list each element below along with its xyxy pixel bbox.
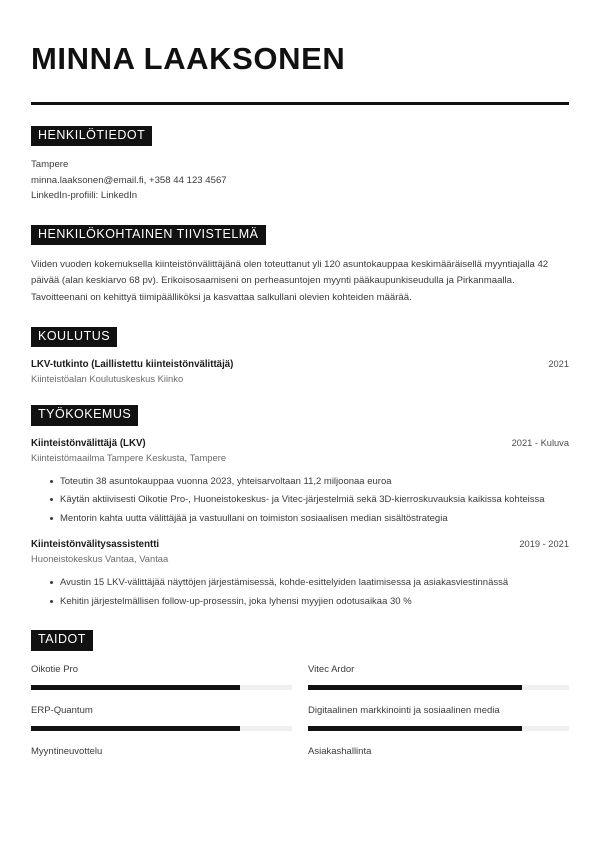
skill-label: Vitec Ardor xyxy=(308,663,355,675)
contact-details xyxy=(31,157,569,204)
experience-job-title: Kiinteistönvälitysassistentti xyxy=(31,538,160,550)
list-item: Toteutin 38 asuntokauppaa vuonna 2023, yhteisarvoltaan 11,2 miljoonaa euroa xyxy=(50,474,569,490)
section-heading-skills: TAIDOT xyxy=(31,630,93,650)
skill-progress-track xyxy=(31,726,292,731)
section-contact xyxy=(31,126,569,204)
list-item: Avustin 15 LKV-välittäjää näyttöjen järjestämisessä, kohde-esittelyiden laatimisessa ja asiakasviestinnässä xyxy=(50,575,569,591)
header-divider xyxy=(31,102,569,105)
skill-label: Digitaalinen markkinointi ja sosiaalinen media xyxy=(308,704,500,716)
experience-job-title: Kiinteistönvälittäjä (LKV) xyxy=(31,437,146,449)
education-date: 2021 xyxy=(548,359,569,370)
skill-item xyxy=(31,664,292,690)
experience-employer: Huoneistokeskus Vantaa, Vantaa xyxy=(31,552,169,564)
skill-label: Oikotie Pro xyxy=(31,663,78,675)
skill-progress-fill xyxy=(31,685,240,690)
list-item: Kehitin järjestelmällisen follow-up-prosessin, joka lyhensi myyjien odotusaikaa 30 % xyxy=(50,594,569,610)
skill-item xyxy=(31,746,292,758)
experience-entry xyxy=(31,539,569,610)
list-item: Käytän aktiivisesti Oikotie Pro-, Huoneistokeskus- ja Vitec-järjestelmiä sekä 3D-kierroskuvauksia kaikissa kohteissa xyxy=(50,492,569,508)
contact-line-location: Tampere xyxy=(31,159,69,171)
skill-progress-track xyxy=(31,685,292,690)
education-entry xyxy=(31,359,569,384)
section-heading-education: KOULUTUS xyxy=(31,327,117,347)
section-education xyxy=(31,327,569,384)
education-entry-header xyxy=(31,359,569,370)
skill-item xyxy=(308,705,569,731)
contact-line-linkedin[interactable]: LinkedIn-profiili: LinkedIn xyxy=(31,190,138,202)
section-badge-wrap-education xyxy=(31,327,569,347)
skill-item xyxy=(31,705,292,731)
section-heading-summary: HENKILÖKOHTAINEN TIIVISTELMÄ xyxy=(31,225,266,245)
skill-label: Myyntineuvottelu xyxy=(31,746,103,758)
section-experience xyxy=(31,405,569,609)
section-heading-contact: HENKILÖTIEDOT xyxy=(31,126,152,146)
experience-date: 2019 - 2021 xyxy=(519,538,569,549)
education-degree: LKV-tutkinto (Laillistettu kiinteistönvälittäjä) xyxy=(31,359,234,371)
section-badge-wrap-experience xyxy=(31,405,569,425)
skill-label: ERP-Quantum xyxy=(31,704,93,716)
experience-date: 2021 - Kuluva xyxy=(511,437,569,448)
section-heading-experience: TYÖKOKEMUS xyxy=(31,405,138,425)
contact-line-email-phone: minna.laaksonen@email.fi, +358 44 123 4567 xyxy=(31,174,227,186)
section-badge-wrap-contact xyxy=(31,126,569,146)
skill-progress-track xyxy=(308,726,569,731)
skill-label: Asiakashallinta xyxy=(308,746,372,758)
section-summary xyxy=(31,225,569,307)
experience-entry xyxy=(31,438,569,527)
experience-entry-header xyxy=(31,539,569,550)
experience-bullet-list xyxy=(31,575,569,610)
education-institution: Kiinteistöalan Koulutuskeskus Kiinko xyxy=(31,373,184,385)
experience-employer: Kiinteistömaailma Tampere Keskusta, Tampere xyxy=(31,451,227,463)
skill-progress-fill xyxy=(308,685,522,690)
skill-item xyxy=(308,664,569,690)
section-badge-wrap-summary xyxy=(31,225,569,245)
summary-text: Viiden vuoden kokemuksella kiinteistönvälittäjänä olen toteuttanut yli 120 asuntokauppaa keskimääräisellä myyntiajalla 42 päivää (alan keskiarvo 68 pv). Erikoisosaamiseni on perheasuntojen myynti pääkaupunkiseudulla ja Pirkanmaalla. Tavoitteenani on kehittyä tiimipäälliköksi ja kasvattaa salkullani olevien kohteiden määrää. xyxy=(31,258,549,303)
experience-bullet-list xyxy=(31,474,569,527)
section-skills xyxy=(31,630,569,773)
list-item: Mentorin kahta uutta välittäjää ja vastuullani on toimiston sosiaalisen median sisältöstrategia xyxy=(50,511,569,527)
skill-progress-track xyxy=(308,685,569,690)
skill-progress-fill xyxy=(308,726,522,731)
page-title: MINNA LAAKSONEN xyxy=(31,41,346,76)
skill-progress-fill xyxy=(31,726,240,731)
skill-item xyxy=(308,746,569,758)
experience-entry-header xyxy=(31,438,569,449)
section-badge-wrap-skills xyxy=(31,630,569,650)
skills-grid xyxy=(31,664,569,774)
